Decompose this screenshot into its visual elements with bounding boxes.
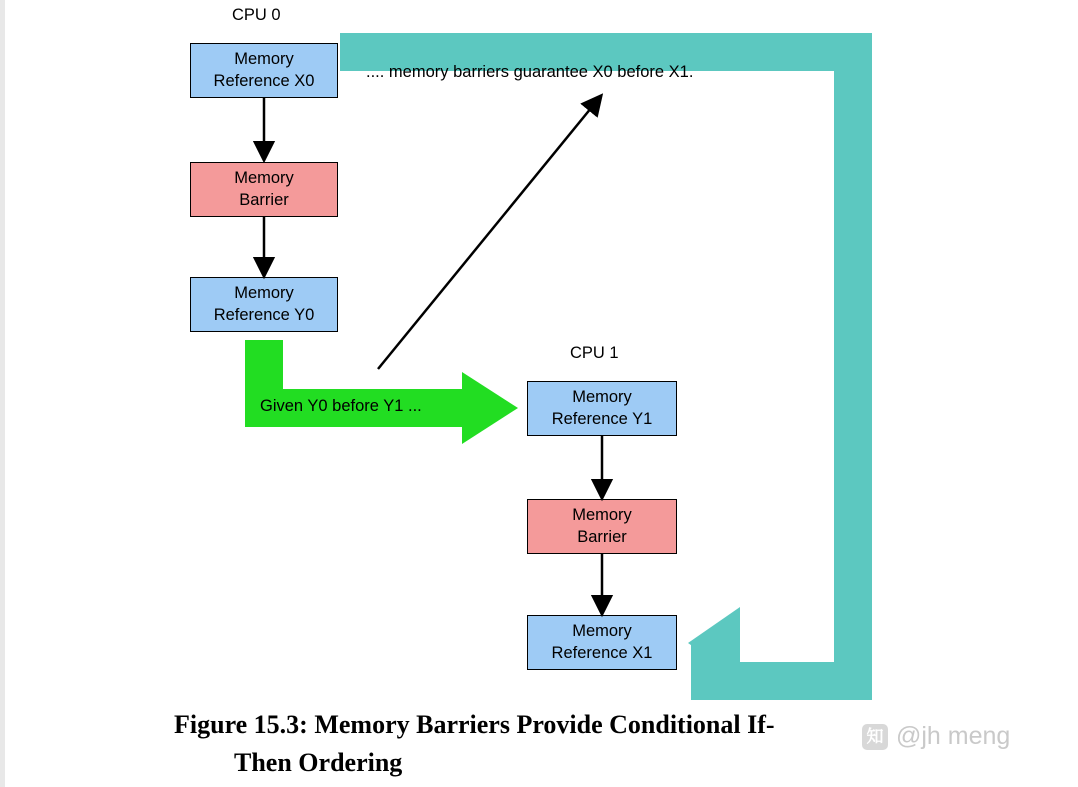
node-line2: Barrier [577, 527, 627, 546]
figure-caption [174, 706, 934, 781]
diagonal-implication-arrow [378, 102, 596, 369]
caption-line-1: Figure 15.3: Memory Barriers Provide Conditional If- [174, 710, 775, 739]
node-line2: Reference Y0 [213, 305, 315, 324]
node-line2: Reference X0 [213, 71, 315, 90]
node-line2: Reference Y1 [551, 409, 653, 428]
zhihu-logo-icon: 知 [862, 724, 888, 750]
caption-line-2: Then Ordering [234, 747, 403, 777]
node-line1: Memory [234, 283, 294, 302]
node-line2: Reference X1 [551, 643, 653, 662]
node-line1: Memory [234, 168, 294, 187]
cpu1-label: CPU 1 [570, 344, 619, 362]
node-line1: Memory [572, 505, 632, 524]
watermark-text: @jh meng [896, 722, 1011, 750]
given-annotation: Given Y0 before Y1 ... [260, 397, 422, 415]
node-line2: Barrier [239, 190, 289, 209]
watermark [862, 722, 1010, 751]
cpu0-label: CPU 0 [232, 6, 281, 24]
node-line1: Memory [234, 49, 294, 68]
node-line1: Memory [572, 621, 632, 640]
guarantee-annotation: .... memory barriers guarantee X0 before X1. [366, 63, 694, 81]
node-line1: Memory [572, 387, 632, 406]
